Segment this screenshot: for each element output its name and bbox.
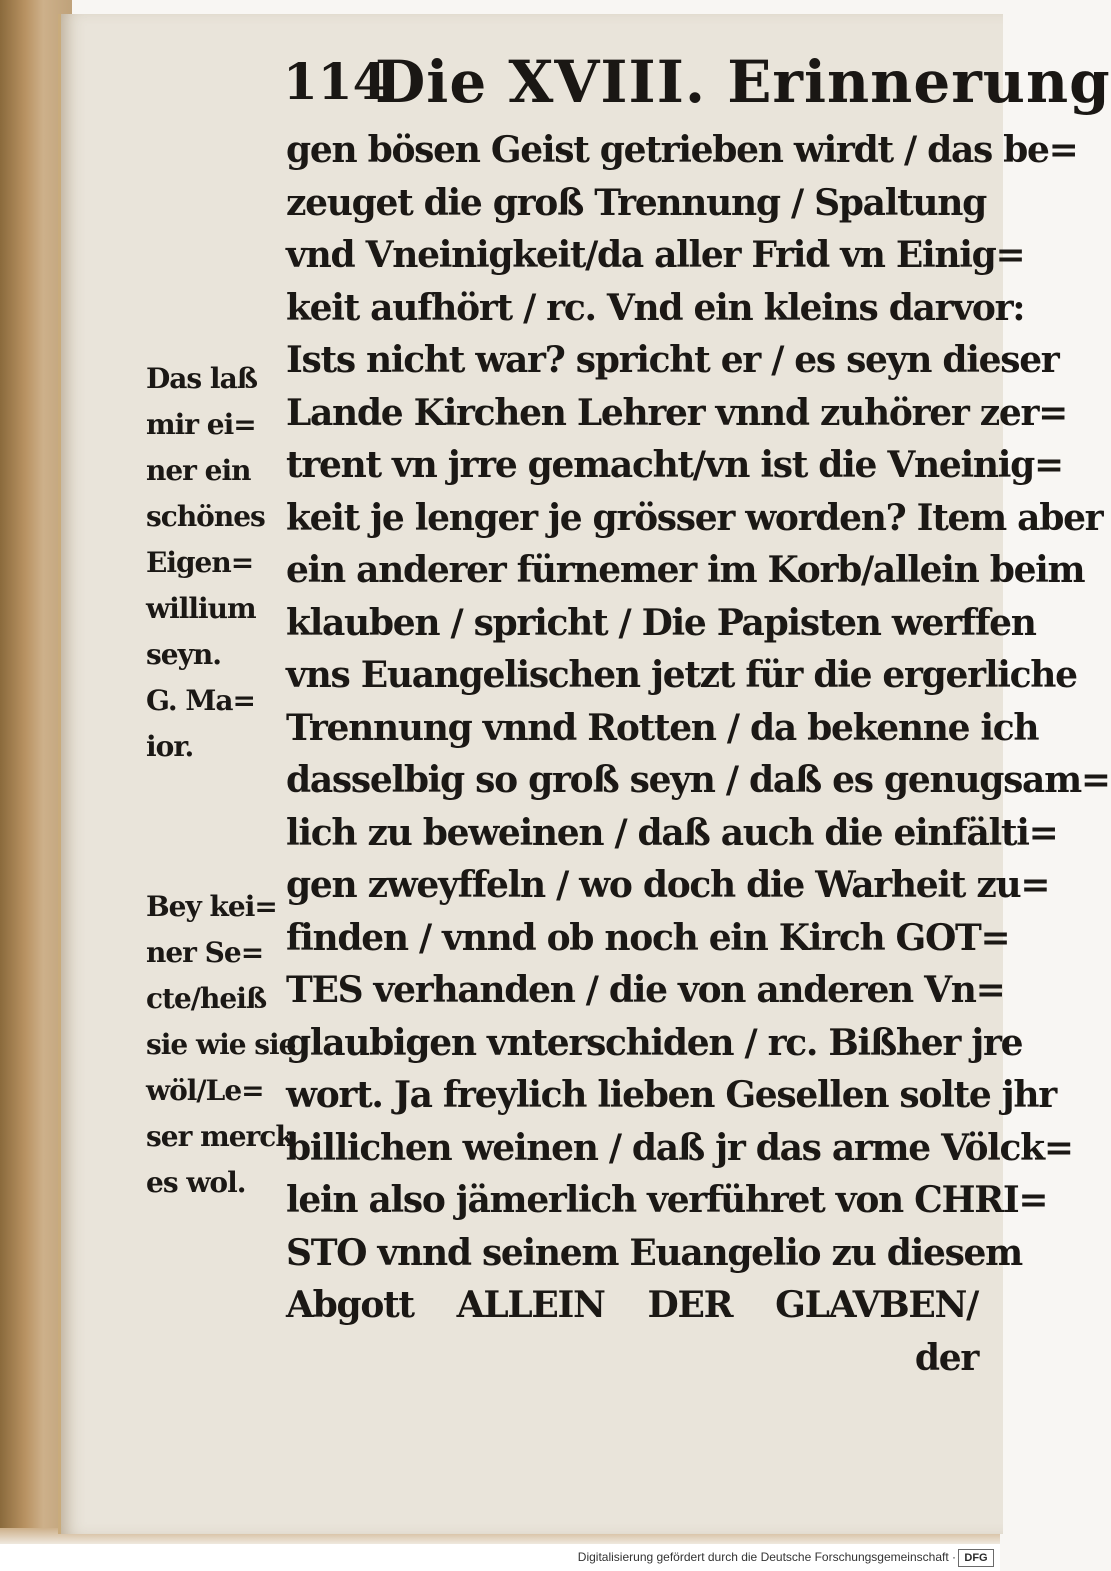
body-text [286, 124, 1110, 1384]
text-line: Lande Kirchen Lehrer vnnd zuhörer zer= [286, 391, 1068, 434]
text-line: Abgott ALLEIN DER GLAVBEN/ [286, 1284, 978, 1326]
margin-note-line: Eigen= [146, 546, 254, 579]
text-line: Trennung vnnd Rotten / da bekenne ich [286, 706, 1039, 749]
text-line: vnd Vneinigkeit/da aller Frid vn Einig= [286, 234, 1025, 276]
text-line: klauben / spricht / Die Papisten werffen [286, 601, 1036, 644]
margin-note-line: willium [146, 592, 256, 625]
text-line: lein also jämerlich verführet von CHRI= [286, 1179, 1048, 1221]
margin-note-line: Das laß [146, 362, 257, 395]
margin-note-line: wöl/Le= [146, 1074, 264, 1107]
text-line: lich zu beweinen / daß auch die einfälti= [286, 811, 1058, 854]
margin-note-line: Bey kei= [146, 890, 277, 923]
text-line: wort. Ja freylich lieben Gesellen solte jhr [286, 1074, 1056, 1116]
text-line: STO vnnd seinem Euangelio zu diesem [286, 1231, 1022, 1274]
margin-note-line: es wol. [146, 1166, 246, 1199]
margin-note-1 [146, 356, 286, 770]
digitization-footer [0, 1544, 1000, 1571]
margin-note-line: ner Se= [146, 936, 264, 969]
margin-note-line: ser merck [146, 1120, 294, 1153]
text-line: glaubigen vnterschiden / rc. Bißher jre [286, 1021, 1023, 1064]
funding-credit: Digitalisierung gefördert durch die Deutsche Forschungsgemeinschaft · [577, 1550, 956, 1564]
margin-note-line: cte/heiß [146, 982, 267, 1015]
text-line: gen bösen Geist getrieben wirdt / das be= [286, 129, 1078, 171]
text-line: vns Euangelischen jetzt für die ergerliche [286, 654, 1077, 696]
margin-note-line: mir ei= [146, 408, 256, 441]
page-number: 114 [283, 52, 388, 111]
margin-note-line: ior. [146, 730, 194, 763]
text-line: billichen weinen / daß jr das arme Völck= [286, 1126, 1073, 1169]
dfg-logo: DFG [958, 1549, 994, 1567]
page-header [283, 44, 1111, 120]
text-line: keit aufhört / rc. Vnd ein kleins darvor: [286, 286, 1025, 329]
text-line: Ists nicht war? spricht er / es seyn dieser [286, 339, 1059, 381]
running-head: Die XVIII. Erinnerung [375, 48, 1111, 116]
text-line: trent vn jrre gemacht/vn ist die Vneinig= [286, 444, 1063, 486]
margin-note-line: seyn. [146, 638, 221, 671]
margin-note-line: schönes [146, 500, 265, 533]
text-line: dasselbig so groß seyn / daß es genugsam= [286, 759, 1110, 801]
margin-note-line: ner ein [146, 454, 251, 487]
text-line: TES verhanden / die von anderen Vn= [286, 969, 1005, 1011]
text-line: keit je lenger je grösser worden? Item aber [286, 496, 1103, 539]
text-line: gen zweyffeln / wo doch die Warheit zu= [286, 864, 1050, 906]
text-line: ein anderer fürnemer im Korb/allein beim [286, 549, 1085, 591]
text-line: finden / vnnd ob noch ein Kirch GOT= [286, 916, 1010, 959]
text-line: zeuget die groß Trennung / Spaltung [286, 181, 987, 224]
margin-note-2 [146, 884, 296, 1206]
catchword: der [914, 1336, 978, 1379]
margin-note-line: sie wie sie [146, 1028, 296, 1061]
margin-note-line: G. Ma= [146, 684, 256, 717]
